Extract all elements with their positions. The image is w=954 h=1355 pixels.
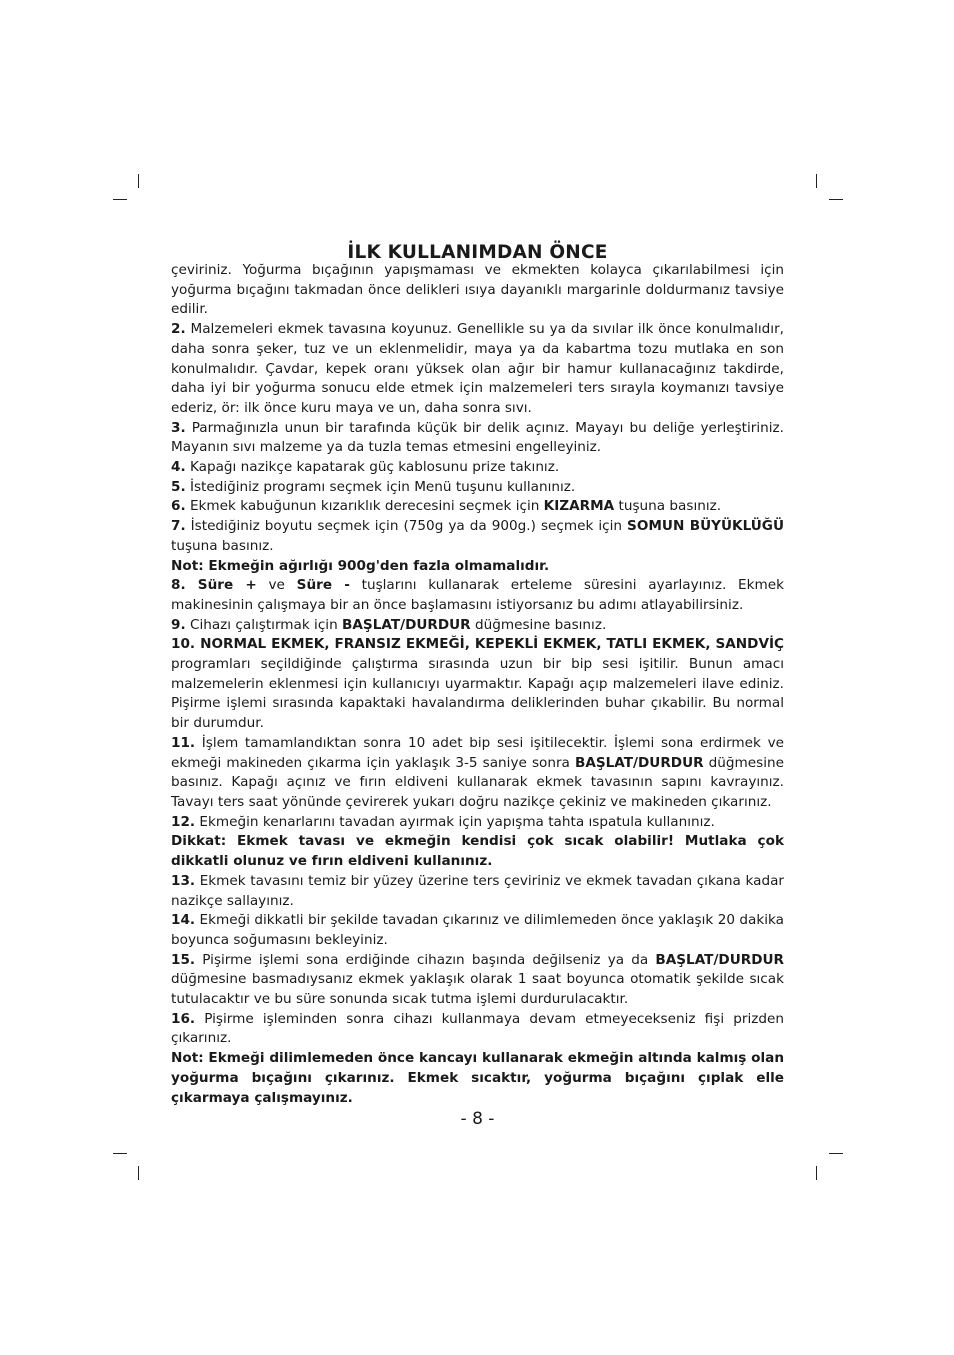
step-text: programları seçildiğinde çalıştırma sırasında uzun bir bip sesi işitilir. Bunun amacı malzemelerin eklenmesi için kullanıcıyı uyarmaktır. Kapağı açıp malzemeleri ilave ediniz. Pişirme işlemi sırasında kapaktaki havalandırma deliklerinden buhar çıkabilir. Bu normal bir durumdur. <box>171 656 784 732</box>
crop-mark-top-left-v <box>138 174 139 188</box>
button-name-baslat-durdur: BAŞLAT/DURDUR <box>342 616 471 633</box>
note-text: Not: Ekmeğin ağırlığı 900g'den fazla olmamalıdır. <box>171 557 550 574</box>
step-number: 12. <box>171 813 196 830</box>
step-number: 2. <box>171 321 186 338</box>
step-number: 14. <box>171 912 196 929</box>
crop-mark-top-right-v <box>816 174 817 188</box>
step-text-tail: tuşuna basınız. <box>614 498 722 515</box>
crop-mark-top-right-h <box>829 199 843 200</box>
crop-mark-bottom-right-v <box>816 1166 817 1180</box>
note-weight <box>171 557 784 577</box>
crop-mark-bottom-left-v <box>138 1166 139 1180</box>
step-text-tail: tuşlarını kullanarak erteleme süresini ayarlayınız. Ekmek makinesinin çalışmaya bir an önce başlamasını istiyorsanız bu adımı atlayabilirsiniz. <box>171 577 784 613</box>
step-text-tail: tuşuna basınız. <box>171 537 274 554</box>
step-text: Parmağınızla unun bir tarafında küçük bir delik açınız. Mayayı bu deliğe yerleştiriniz. Mayanın sıvı malzeme ya da tuzla temas etmesini engelleyiniz. <box>171 419 784 456</box>
step-number: 11. <box>171 734 196 751</box>
instructions-body <box>171 261 784 1108</box>
step-11 <box>171 734 784 813</box>
button-name-baslat-durdur: BAŞLAT/DURDUR <box>574 754 704 771</box>
step-number: 4. <box>171 459 186 476</box>
step-16 <box>171 1010 784 1049</box>
step-6 <box>171 497 784 517</box>
step-4 <box>171 458 784 478</box>
step-text-tail: düğmesine basmadıysanız ekmek yaklaşık olarak 1 saat boyunca otomatik şekilde sıcak tutulacaktır ve bu süre sonunda sıcak tutma işlemi durdurulacaktır. <box>171 971 784 1008</box>
page-number: - 8 - <box>460 1109 495 1129</box>
step-8 <box>171 576 784 615</box>
step-10 <box>171 635 784 734</box>
page-title: İLK KULLANIMDAN ÖNCE <box>347 242 608 264</box>
button-name-somun-buyuklugu: SOMUN BÜYÜKLÜĞÜ <box>627 518 784 535</box>
step-text-tail: düğmesine basınız. <box>470 616 607 633</box>
step-text: İstediğiniz programı seçmek için Menü tuşunu kullanınız. <box>185 478 576 495</box>
step-text: Pişirme işlemi sona erdiğinde cihazın başında değilseniz ya da <box>195 951 656 968</box>
step-number: 6. <box>171 498 186 515</box>
step-number: 8. Süre + <box>171 577 257 594</box>
step-number: 15. <box>171 951 196 968</box>
step-text-tail: düğmesine basınız. Kapağı açınız ve fırın eldiveni kullanarak ekmek tavasının sapını kavrayınız. Tavayı ters saat yönünde çevirerek yukarı doğru nazikçe çekiniz ve makineden çıkarınız. <box>171 754 784 810</box>
step-14 <box>171 911 784 950</box>
step-7 <box>171 517 784 556</box>
step-number: 13. <box>171 872 196 889</box>
step-number: 16. <box>171 1010 196 1027</box>
step-number: 10. NORMAL EKMEK, FRANSIZ EKMEĞİ, KEPEKLİ EKMEK, TATLI EKMEK, SANDVİÇ <box>171 636 784 653</box>
step-13 <box>171 872 784 911</box>
step-number: 7. <box>171 518 186 535</box>
button-name-baslat-durdur: BAŞLAT/DURDUR <box>655 951 784 968</box>
step-12 <box>171 813 784 833</box>
warning-hot <box>171 832 784 871</box>
step-text: Pişirme işleminden sonra cihazı kullanmaya devam etmeyecekseniz fişi prizden çıkarınız. <box>171 1010 784 1047</box>
step-9 <box>171 616 784 636</box>
step-text: İstediğiniz boyutu seçmek için (750g ya da 900g.) seçmek için <box>185 518 628 535</box>
step-5 <box>171 478 784 498</box>
step-text: Malzemeleri ekmek tavasına koyunuz. Genellikle su ya da sıvılar ilk önce konulmalıdır, daha sonra şeker, tuz ve un eklenmelidir, maya ya da kabartma tozu mutlaka en son konulmalıdır. Çavdar, kepek oranı yüksek olan ağır bir hamur kullanacağınız takdirde, daha iyi bir yoğurma sonucu elde etmek için malzemeleri ters sırayla koymanızı tavsiye ederiz, ör: ilk önce kuru maya ve un, daha sonra sıvı. <box>171 321 784 416</box>
step-15 <box>171 951 784 1010</box>
paragraph-text: çeviriniz. Yoğurma bıçağının yapışmaması ve ekmekten kolayca çıkarılabilmesi için yoğurma bıçağını takmadan önce delikleri ısıya dayanıklı margarinle doldurmanız tavsiye edilir. <box>171 262 784 318</box>
note-text: Not: Ekmeği dilimlemeden önce kancayı kullanarak ekmeğin altında kalmış olan yoğurma bıçağını çıkarınız. Ekmek sıcaktır, yoğurma bıçağını çıplak elle çıkarmaya çalışmayınız. <box>171 1050 784 1106</box>
step-text: ve <box>256 577 297 594</box>
step-text: İşlem tamamlandıktan sonra 10 adet bip sesi işitilecektir. İşlemi sona erdirmek ve ekmeği makineden çıkarma için yaklaşık 3-5 saniye sonra <box>171 734 784 771</box>
step-text: Ekmek kabuğunun kızarıklık derecesini seçmek için <box>185 498 544 515</box>
paragraph-continued <box>171 261 784 320</box>
step-number: 9. <box>171 616 186 633</box>
step-text: Cihazı çalıştırmak için <box>185 616 343 633</box>
step-text: Ekmeği dikkatli bir şekilde tavadan çıkarınız ve dilimlemeden önce yaklaşık 20 dakika boyunca soğumasını bekleyiniz. <box>171 912 784 948</box>
step-2 <box>171 320 784 419</box>
note-blade <box>171 1049 784 1108</box>
button-name-kizarma: KIZARMA <box>543 498 615 515</box>
crop-mark-top-left-h <box>113 199 127 200</box>
step-text: Kapağı nazikçe kapatarak güç kablosunu prize takınız. <box>185 459 560 476</box>
step-text: Ekmeğin kenarlarını tavadan ayırmak için yapışma tahta ıspatula kullanınız. <box>195 813 715 830</box>
step-text: Ekmek tavasını temiz bir yüzey üzerine ters çeviriniz ve ekmek tavadan çıkana kadar nazikçe sallayınız. <box>171 872 784 909</box>
step-number: 3. <box>171 419 186 436</box>
crop-mark-bottom-left-h <box>113 1153 127 1154</box>
step-number: 5. <box>171 478 186 495</box>
button-name-sure-minus: Süre - <box>296 577 350 594</box>
warning-text: Dikkat: Ekmek tavası ve ekmeğin kendisi çok sıcak olabilir! Mutlaka çok dikkatli olunuz ve fırın eldiveni kullanınız. <box>171 833 784 870</box>
step-3 <box>171 419 784 458</box>
crop-mark-bottom-right-h <box>829 1153 843 1154</box>
